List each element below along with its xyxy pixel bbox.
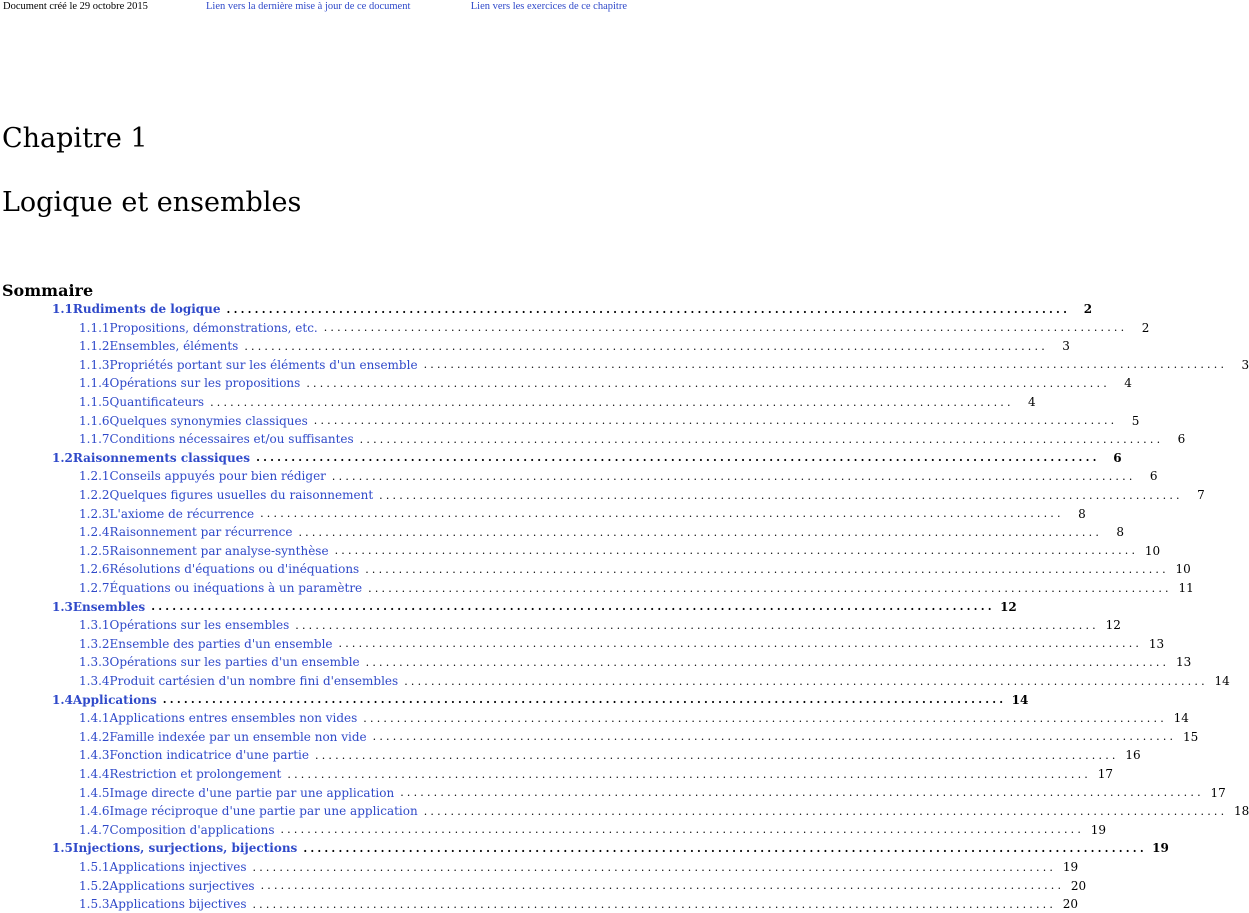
toc-section-entry[interactable] — [52, 300, 1093, 318]
toc-entry-number: 1.1.6 — [79, 413, 110, 428]
toc-entry-page: 10 — [1144, 543, 1161, 558]
toc-leader-dots: ........................................................................................................................ — [226, 302, 1071, 316]
toc-leader-dots: ........................................................................................................................ — [295, 618, 1099, 632]
toc-entry-page: 8 — [1078, 506, 1086, 521]
toc-entry-title[interactable]: Opérations sur les parties d'un ensemble — [109, 655, 360, 670]
toc-subsection-entry[interactable] — [79, 616, 1121, 634]
toc-entry-page: 6 — [1113, 450, 1122, 465]
toc-leader-dots: ........................................................................................................................ — [313, 414, 1118, 428]
toc-leader-dots: ........................................................................................................................ — [303, 841, 1147, 855]
toc-leader-dots: ........................................................................................................................ — [338, 637, 1143, 651]
toc-entry-number: 1.4.1 — [79, 711, 110, 726]
toc-entry-number: 1.1.7 — [79, 432, 110, 447]
toc-entry-page: 13 — [1148, 636, 1165, 651]
toc-entry-page: 8 — [1116, 525, 1125, 540]
toc-entry-title[interactable]: Applications surjectives — [109, 878, 255, 893]
toc-leader-dots: ........................................................................................................................ — [162, 693, 1007, 707]
toc-entry-title[interactable]: Raisonnement par récurrence — [109, 525, 293, 540]
toc-entry-page: 12 — [1000, 599, 1017, 614]
toc-leader-dots: ........................................................................................................................ — [331, 469, 1136, 483]
toc-subsection-entry[interactable] — [79, 653, 1192, 671]
toc-leader-dots: ........................................................................................................................ — [210, 395, 1014, 409]
toc-leader-dots: ........................................................................................................................ — [365, 562, 1169, 576]
toc-entry-page: 15 — [1182, 729, 1199, 744]
toc-entry-number: 1.1 — [52, 302, 73, 316]
toc-entry-number: 1.4.4 — [79, 767, 110, 781]
toc-entry-page: 4 — [1028, 395, 1036, 409]
toc-subsection-entry[interactable] — [79, 802, 1249, 820]
toc-entry-title[interactable]: Opérations sur les ensembles — [109, 618, 290, 633]
toc-entry-title[interactable]: Conseils appuyés pour bien rédiger — [109, 469, 326, 484]
toc-entry-page: 19 — [1090, 822, 1107, 837]
toc-subsection-entry[interactable] — [79, 337, 1070, 355]
toc-subsection-entry[interactable] — [79, 784, 1226, 802]
toc-entry-title[interactable]: Composition d'applications — [109, 822, 275, 837]
toc-entry-number: 1.1.1 — [79, 320, 110, 335]
toc-section-entry[interactable] — [52, 449, 1122, 467]
toc-leader-dots: ........................................................................................................................ — [365, 655, 1170, 669]
toc-leader-dots: ........................................................................................................................ — [280, 823, 1085, 837]
toc-subsection-entry[interactable] — [79, 858, 1079, 876]
toc-subsection-entry[interactable] — [79, 877, 1087, 895]
toc-section-entry[interactable] — [52, 691, 1029, 709]
toc-entry-number: 1.5.2 — [79, 878, 110, 893]
toc-entry-page: 14 — [1173, 711, 1189, 726]
creation-date: Document créé le 29 octobre 2015 — [3, 1, 148, 12]
toc-subsection-entry[interactable] — [79, 412, 1140, 430]
toc-entry-title[interactable]: Équations ou inéquations à un paramètre — [109, 581, 363, 595]
toc-leader-dots: ........................................................................................................................ — [287, 767, 1091, 781]
toc-subsection-entry[interactable] — [79, 319, 1150, 337]
toc-entry-number: 1.2.2 — [79, 488, 110, 502]
toc-entry-number: 1.5.1 — [79, 860, 110, 874]
toc-entry-title[interactable]: Raisonnement par analyse-synthèse — [109, 543, 329, 558]
toc-entry-page: 6 — [1149, 469, 1158, 484]
toc-entry-number: 1.3 — [52, 599, 73, 614]
toc-subsection-entry[interactable] — [79, 709, 1189, 727]
toc-subsection-entry[interactable] — [79, 467, 1158, 485]
toc-leader-dots: ........................................................................................................................ — [252, 860, 1057, 874]
toc-subsection-entry[interactable] — [79, 430, 1186, 448]
toc-entry-title[interactable]: Quelques synonymies classiques — [109, 413, 308, 428]
toc-entry-title[interactable]: Raisonnements classiques — [72, 450, 251, 465]
toc-leader-dots: ........................................................................................................................ — [323, 321, 1128, 335]
toc-entry-number: 1.2.6 — [79, 562, 110, 577]
toc-entry-title[interactable]: Image directe d'une partie par une application — [109, 785, 395, 800]
toc-entry-title[interactable]: Famille indexée par un ensemble non vide — [109, 729, 367, 744]
toc-entry-page: 12 — [1105, 618, 1121, 633]
toc-entry-title[interactable]: Restriction et prolongement — [109, 767, 282, 781]
toc-subsection-entry[interactable] — [79, 895, 1079, 913]
toc-subsection-entry[interactable] — [79, 765, 1113, 783]
toc-leader-dots: ........................................................................................................................ — [363, 711, 1167, 725]
toc-leader-dots: ........................................................................................................................ — [306, 376, 1110, 390]
toc-entry-title[interactable]: Quantificateurs — [109, 395, 205, 409]
toc-subsection-entry[interactable] — [79, 821, 1107, 839]
toc-entry-number: 1.5.3 — [79, 897, 110, 912]
toc-subsection-entry[interactable] — [79, 393, 1036, 411]
toc-leader-dots: ........................................................................................................................ — [359, 432, 1164, 446]
toc-entry-title[interactable]: Applications injectives — [109, 860, 247, 874]
toc-subsection-entry[interactable] — [79, 523, 1125, 541]
toc-entry-title[interactable]: Image réciproque d'une partie par une application — [109, 804, 418, 819]
toc-entry-page: 20 — [1062, 897, 1079, 912]
toc-entry-number: 1.4.5 — [79, 785, 110, 800]
toc-entry-title[interactable]: Quelques figures usuelles du raisonnement — [109, 488, 374, 502]
toc-entry-title[interactable]: Rudiments de logique — [72, 302, 221, 316]
toc-entry-title[interactable]: Propositions, démonstrations, etc. — [109, 320, 318, 335]
toc-entry-title[interactable]: Opérations sur les propositions — [109, 376, 301, 391]
toc-entry-title[interactable]: Applications — [72, 692, 157, 707]
toc-entry-page: 4 — [1124, 376, 1132, 391]
toc-leader-dots: ........................................................................................................................ — [244, 339, 1048, 353]
toc-subsection-entry[interactable] — [79, 560, 1191, 578]
toc-entry-number: 1.2.7 — [79, 581, 110, 595]
toc-entry-title[interactable]: Propriétés portant sur les éléments d'un ensemble — [109, 357, 418, 372]
toc-entry-title[interactable]: Produit cartésien d'un nombre fini d'ensembles — [109, 674, 399, 688]
toc-entry-title[interactable]: Ensembles, éléments — [109, 339, 239, 354]
toc-section-entry[interactable] — [52, 598, 1017, 616]
chapter-number: Chapitre 1 — [2, 123, 148, 154]
toc-entry-number: 1.1.4 — [79, 376, 110, 391]
toc-entry-page: 20 — [1070, 878, 1087, 893]
toc-leader-dots: ........................................................................................................................ — [260, 879, 1065, 893]
toc-entry-title[interactable]: Applications entres ensembles non vides — [109, 711, 358, 726]
toc-heading: Sommaire — [2, 281, 94, 300]
toc-subsection-entry[interactable] — [79, 728, 1199, 746]
toc-entry-number: 1.4.6 — [79, 804, 110, 819]
toc-subsection-entry[interactable] — [79, 542, 1161, 560]
toc-entry-title[interactable]: L'axiome de récurrence — [109, 506, 255, 521]
toc-subsection-entry[interactable] — [79, 672, 1230, 690]
toc-subsection-entry[interactable] — [79, 505, 1086, 523]
toc-entry-page: 3 — [1062, 339, 1070, 354]
toc-leader-dots: ........................................................................................................................ — [298, 525, 1103, 539]
toc-subsection-entry[interactable] — [79, 374, 1132, 392]
toc-entry-title[interactable]: Fonction indicatrice d'une partie — [109, 748, 309, 763]
toc-entry-page: 17 — [1210, 785, 1226, 800]
toc-entry-title[interactable]: Applications bijectives — [109, 897, 247, 912]
latest-update-link[interactable]: Lien vers la dernière mise à jour de ce document — [206, 1, 411, 12]
toc-entry-page: 19 — [1152, 841, 1169, 856]
toc-entry-page: 19 — [1062, 860, 1079, 874]
toc-entry-number: 1.4.3 — [79, 748, 110, 763]
toc-leader-dots: ........................................................................................................................ — [256, 451, 1100, 465]
toc-entry-title[interactable]: Ensemble des parties d'un ensemble — [109, 636, 333, 651]
toc-entry-number: 1.3.4 — [79, 674, 110, 688]
toc-entry-number: 1.3.1 — [79, 618, 110, 633]
toc-entry-number: 1.3.3 — [79, 655, 110, 670]
page-header — [0, 0, 630, 14]
toc-entry-number: 1.2.1 — [79, 469, 110, 484]
toc-entry-number: 1.3.2 — [79, 636, 110, 651]
toc-entry-title[interactable]: Injections, surjections, bijections — [72, 841, 298, 856]
toc-entry-page: 10 — [1175, 562, 1191, 577]
toc-leader-dots: ........................................................................................................................ — [372, 730, 1177, 744]
toc-leader-dots: ........................................................................................................................ — [368, 581, 1172, 595]
toc-entry-page: 14 — [1214, 674, 1230, 688]
toc-leader-dots: ........................................................................................................................ — [334, 544, 1139, 558]
toc-leader-dots: ........................................................................................................................ — [260, 507, 1064, 521]
toc-entry-page: 14 — [1011, 692, 1029, 707]
toc-leader-dots: ........................................................................................................................ — [315, 748, 1119, 762]
toc-leader-dots: ........................................................................................................................ — [423, 358, 1228, 372]
chapter-title: Logique et ensembles — [2, 187, 302, 218]
toc-entry-page: 3 — [1241, 357, 1249, 372]
toc-section-entry[interactable] — [52, 839, 1169, 857]
toc-entry-page: 18 — [1234, 804, 1249, 819]
toc-entry-number: 1.5 — [52, 841, 73, 856]
toc-leader-dots: ........................................................................................................................ — [151, 600, 995, 614]
toc-entry-page: 11 — [1178, 581, 1194, 595]
toc-entry-number: 1.2 — [52, 450, 73, 465]
toc-entry-number: 1.4.2 — [79, 729, 110, 744]
toc-entry-title[interactable]: Résolutions d'équations ou d'inéquations — [109, 562, 360, 577]
toc-leader-dots: ........................................................................................................................ — [423, 804, 1228, 818]
toc-entry-page: 5 — [1131, 413, 1140, 428]
toc-entry-page: 2 — [1141, 320, 1150, 335]
toc-entry-page: 6 — [1177, 432, 1186, 447]
toc-subsection-entry[interactable] — [79, 635, 1165, 653]
toc-entry-number: 1.2.3 — [79, 506, 110, 521]
toc-subsection-entry[interactable] — [79, 486, 1205, 504]
toc-entry-number: 1.1.2 — [79, 339, 110, 354]
exercises-link[interactable]: Lien vers les exercices de ce chapitre — [470, 1, 627, 12]
toc-leader-dots: ........................................................................................................................ — [400, 786, 1204, 800]
toc-leader-dots: ........................................................................................................................ — [379, 488, 1183, 502]
toc-entry-page: 7 — [1197, 488, 1205, 502]
toc-subsection-entry[interactable] — [79, 579, 1194, 597]
toc-entry-page: 17 — [1097, 767, 1113, 781]
toc-leader-dots: ........................................................................................................................ — [252, 897, 1057, 911]
toc-entry-number: 1.1.3 — [79, 357, 110, 372]
toc-entry-page: 13 — [1175, 655, 1192, 670]
toc-entry-number: 1.4 — [52, 692, 73, 707]
toc-entry-number: 1.4.7 — [79, 822, 110, 837]
toc-entry-title[interactable]: Conditions nécessaires et/ou suffisantes — [109, 432, 354, 447]
toc-subsection-entry[interactable] — [79, 356, 1249, 374]
toc-entry-page: 2 — [1083, 302, 1093, 316]
toc-leader-dots: ........................................................................................................................ — [404, 674, 1208, 688]
toc-entry-title[interactable]: Ensembles — [72, 599, 146, 614]
toc-entry-page: 16 — [1125, 748, 1141, 763]
toc-entry-number: 1.2.4 — [79, 525, 110, 540]
toc-entry-number: 1.2.5 — [79, 543, 110, 558]
toc-entry-number: 1.1.5 — [79, 395, 110, 409]
toc-subsection-entry[interactable] — [79, 746, 1141, 764]
